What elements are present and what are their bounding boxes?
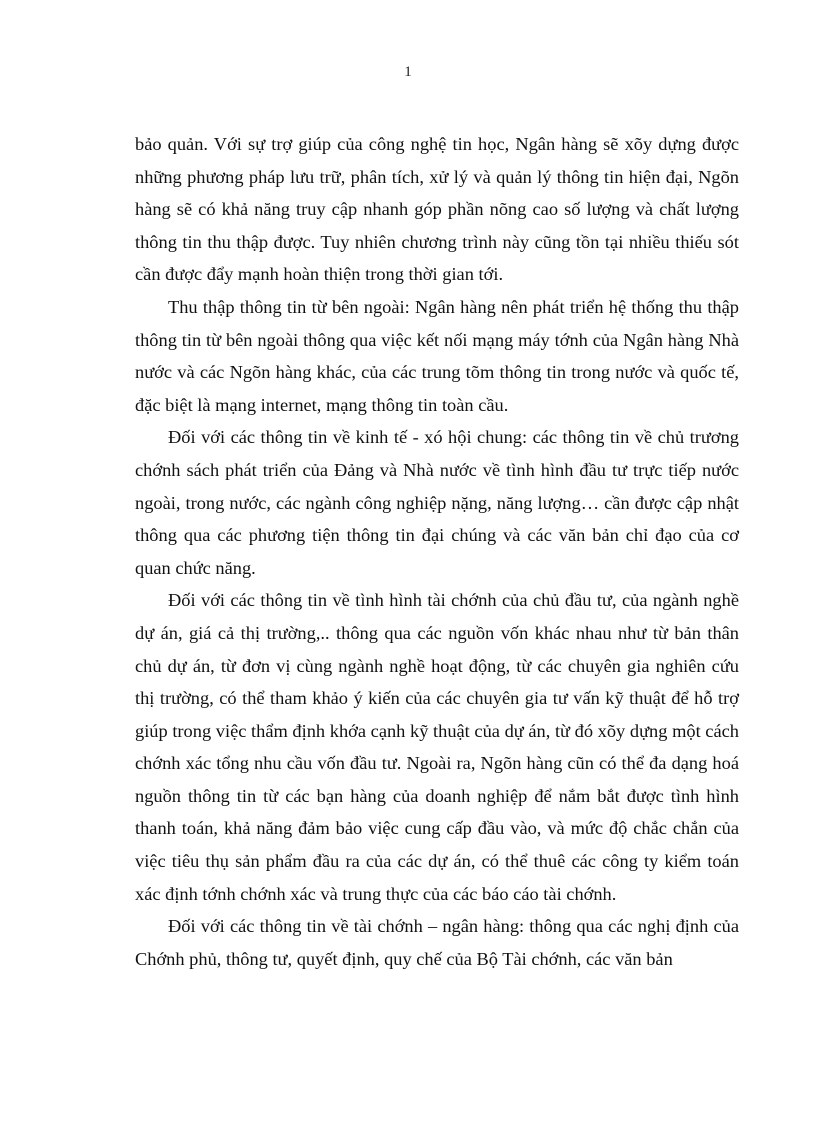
paragraph-1: bảo quản. Với sự trợ giúp của công nghệ tin học, Ngân hàng sẽ xõy dựng được những phương pháp lưu trữ, phân tích, xử lý và quản lý thông tin hiện đại, Ngõn hàng sẽ có khả năng truy cập nhanh góp phần nõng cao số lượng và chất lượng thông tin thu thập được. Tuy nhiên chương trình này cũng tồn tại nhiều thiếu sót cần được đẩy mạnh hoàn thiện trong thời gian tới.	[135, 134, 739, 285]
document-body	[135, 128, 739, 975]
paragraph-5: Đối với các thông tin về tài chớnh – ngân hàng: thông qua các nghị định của Chớnh phủ, thông tư, quyết định, quy chế của Bộ Tài chớnh, các văn bản	[135, 916, 739, 969]
paragraph-2: Thu thập thông tin từ bên ngoài: Ngân hàng nên phát triển hệ thống thu thập thông tin từ bên ngoài thông qua việc kết nối mạng máy tớnh của Ngân hàng Nhà nước và các Ngõn hàng khác, của các trung tõm thông tin trong nước và quốc tế, đặc biệt là mạng internet, mạng thông tin toàn cầu.	[135, 296, 739, 415]
page-number: 1	[404, 64, 412, 80]
paragraph-4: Đối với các thông tin về tình hình tài chớnh của chủ đầu tư, của ngành nghề dự án, giá cả thị trường,.. thông qua các nguồn vốn khác nhau như từ bản thân chủ dự án, từ đơn vị cùng ngành nghề hoạt động, từ các chuyên gia nghiên cứu thị trường, có thể tham khảo ý kiến của các chuyên gia tư vấn kỹ thuật để hỗ trợ giúp trong việc thẩm định khớa cạnh kỹ thuật của dự án, từ đó xõy dựng một cách chớnh xác tổng nhu cầu vốn đầu tư. Ngoài ra, Ngõn hàng cũn có thể đa dạng hoá nguồn thông tin từ các bạn hàng của doanh nghiệp để nắm bắt được tình hình thanh toán, khả năng đảm bảo việc cung cấp đầu vào, và mức độ chắc chắn của việc tiêu thụ sản phẩm đầu ra của các dự án, có thể thuê các công ty kiểm toán xác định tớnh chớnh xác và trung thực của các báo cáo tài chớnh.	[135, 590, 739, 904]
paragraph-3: Đối với các thông tin về kinh tế - xó hội chung: các thông tin về chủ trương chớnh sách phát triển của Đảng và Nhà nước về tình hình đầu tư trực tiếp nước ngoài, trong nước, các ngành công nghiệp nặng, năng lượng… cần được cập nhật thông qua các phương tiện thông tin đại chúng và các văn bản chỉ đạo của cơ quan chức năng.	[135, 427, 739, 578]
